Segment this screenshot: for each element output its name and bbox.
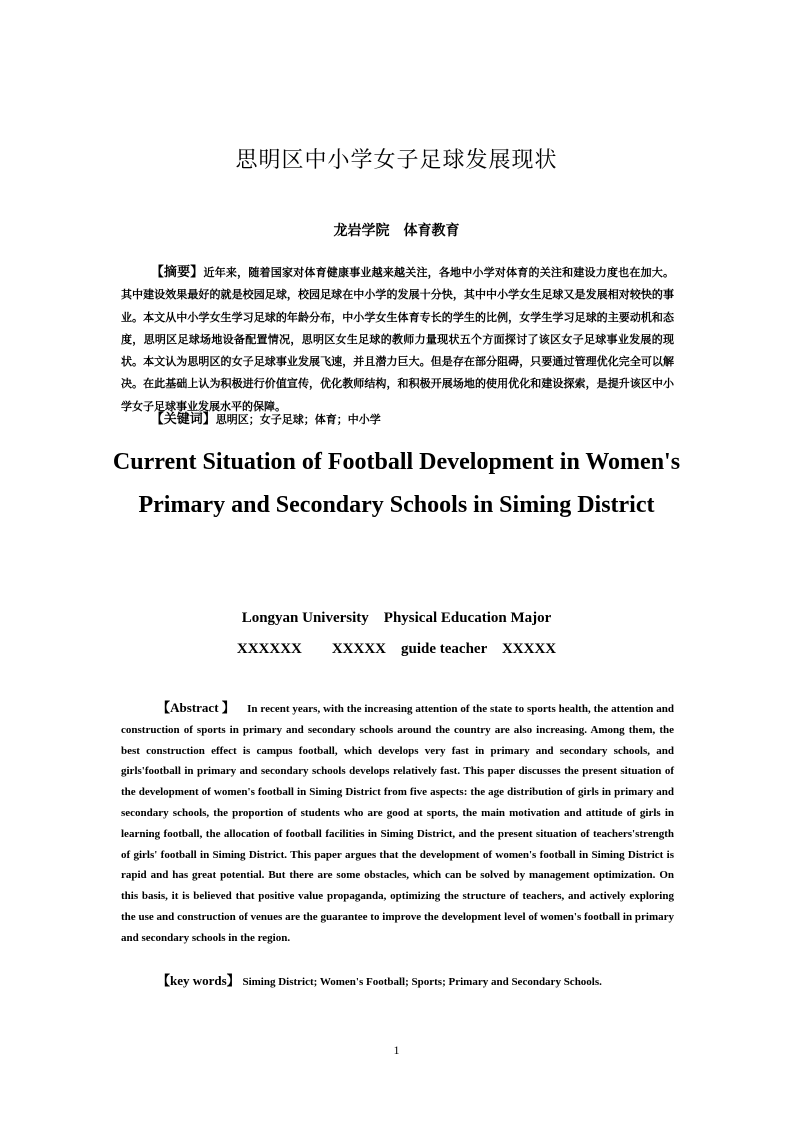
english-abstract-label: 【Abstract 】 — [157, 700, 236, 715]
english-keywords-text: Siming District; Women's Football; Sports; Primary and Secondary Schools. — [242, 976, 602, 988]
english-abstract — [121, 698, 674, 949]
chinese-title: 思明区中小学女子足球发展现状 — [235, 148, 558, 173]
chinese-abstract — [121, 262, 674, 418]
chinese-abstract-text: 近年来，随着国家对体育健康事业越来越关注，各地中小学对体育的关注和建设力度也在加大。其中建设效果最好的就是校园足球，校园足球在中小学的发展十分快，其中中小学女生足球又是发展相对较快的事业。本文从中小学女生学习足球的年龄分布，中小学女生体育专长的学生的比例，女学生学习足球的主要动机和态度，思明区足球场地设备配置情况，思明区女生足球的教师力量现状五个方面探讨了该区女子足球事业发展的现状。本文认为思明区的女子足球事业发展飞速，并且潜力巨大。但是存在部分阻碍，只要通过管理优化完全可以解决。在此基础上认为积极进行价值宣传，优化教师结构，和积极开展场地的使用优化和建设探索，是提升该区中小学女子足球事业发展水平的保障。 — [121, 266, 674, 413]
chinese-keywords — [121, 408, 674, 427]
english-keywords-label: 【key words】 — [157, 973, 240, 988]
english-keywords — [121, 970, 674, 989]
english-affiliation: Longyan University Physical Education Major — [241, 610, 552, 626]
chinese-keywords-text: 思明区；女子足球；体育；中小学 — [215, 413, 381, 426]
chinese-abstract-label: 【摘要】 — [150, 265, 204, 280]
chinese-keywords-label: 【关键词】 — [150, 412, 216, 427]
page-number: 1 — [393, 1043, 400, 1057]
english-abstract-text: In recent years, with the increasing attention of the state to sports health, the attention and construction of sports in primary and secondary schools around the country are also increasing. Among them, the best construction effect is campus football, which develops very fast in primary and secondary schools, and girls'football in primary and secondary schools develops relatively fast. This paper discusses the present situation of the development of women's football in Siming District from five aspects: the age distribution of girls in primary and secondary schools, the proportion of students who are good at sports, the main motivation and attitude of girls in learning football, the allocation of football facilities in Siming District, and the present situation of teachers'strength of girls' football in Siming District. This paper argues that the development of women's football in Siming District is rapid and has great potential. But there are some obstacles, which can be solved by management optimization. On this basis, it is believed that positive value propaganda, optimizing the structure of teachers, and actively exploring the use and construction of venues are the guarantee to improve the development level of women's football in primary and secondary schools in the region. — [121, 703, 674, 944]
english-authors: XXXXXX XXXXX guide teacher XXXXX — [236, 641, 557, 657]
chinese-affiliation: 龙岩学院 体育教育 — [333, 223, 460, 239]
english-title: Current Situation of Football Development in Women's Primary and Secondary Schools in Siming District — [112, 449, 681, 518]
